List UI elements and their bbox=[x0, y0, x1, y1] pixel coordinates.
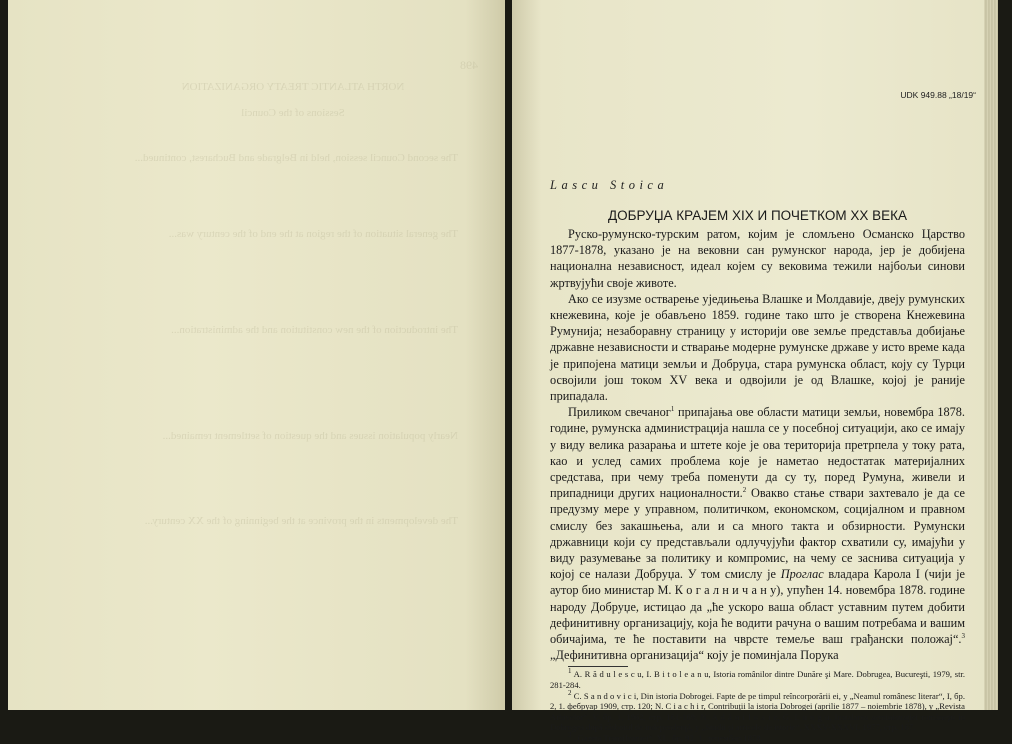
footnote: $^3$ „Gazeta Transilvaniei“, XL, бр. 92, 1. децембар 1878. bbox=[568, 731, 763, 744]
article-title: ДОБРУЏА КРАЈЕМ XIX И ПОЧЕТКОМ XX ВЕКА bbox=[608, 208, 907, 223]
footnote: $^1$ A. R ă d u l e s c u, I. B i t o l e a n u, Istoria românilor dintre Dunăre şi Mare. Dobrugea, Bucureşti, 1979, str. 281-284. bbox=[550, 667, 965, 691]
ghost-line: Nearly population issues and the question of settlement remained... bbox=[162, 429, 458, 442]
udk-code: UDK 949.88 „18/19“ bbox=[900, 90, 976, 100]
left-page bbox=[8, 0, 505, 710]
ghost-line: Sessions of the Council bbox=[241, 106, 345, 119]
ghost-line: The general situation of the region at the end of the century was... bbox=[168, 228, 458, 241]
ghost-line: The second Council session, held in Belgrade and Bucharest, continued... bbox=[134, 152, 458, 165]
footnote-ref[interactable]: 2 bbox=[742, 486, 747, 495]
ghost-line: The developments in the province at the beginning of the XX century... bbox=[144, 515, 458, 528]
author-name: Lascu Stoica bbox=[550, 178, 669, 192]
footnote-ref[interactable]: 1 bbox=[670, 405, 675, 414]
footnote-ref[interactable]: 3 bbox=[961, 631, 965, 640]
paragraph: Ако се изузме остварење уједињења Влашке и Молдавије, двеју румунских кнежевина, које је обављено 1859. године тако што је створена Кнежевина Румунија; незаборавну страницу у историји ове земље представља добијање државне независности и стварање модерне румунске државе у исто време када је припојена матици земљи и Добруџа, стара румунска област, коју су Турци освојили још током XV века и одвојили је од Влашке, којој је раније припадала. bbox=[550, 291, 965, 404]
proglas-term: Проглас bbox=[780, 567, 824, 582]
paragraph: Приликом свечаног$^1$ припајања ове области матици земљи, новембра 1878. године, румунска администрација нашла се у посебној ситуацији, ако се имају у виду велика разарања и штете које је ова територија претрпела у току рата, као и услед самих проблема које је наметао недостатак материјалних средстава, при чему треба поменути да су ту, поред Румуна, живели и припадници других националности.$^2$ Овакво стање ствари захтевало је да се предузму мере у управном, политичком, економском, социјалном и правном смислу без закашњења, али и са много такта и обзирности. Румунски државници који су представљали одлучујући фактор схватили су, имајући у виду разумевање за политику и компромис, на чему се заснива ситуација у којој се налази Добруџа. У том смислу је Проглас владара Карола I (чији је аутор био министар М. К о г а л н и ч а н у), упућен 14. новембра 1878. године народу Добруџе, истицао да „ће ускоро ваша област уставним путем добити дефинитивну организацију, која ће водити рачуна о вашим потребама и вашим обичајима, те ће поставити на чврсте темеље ваш грађански положај“.$^3$ „Дефинитивна организација“ коју је поминјала Порука bbox=[550, 405, 966, 663]
paragraph: Руско-румунско-турским ратом, којим је сломљено Османско Царство 1877-1878, указано је на вековни сан румунског народа, јер је добијена национална независност, идеал којем су вековима тежили најбољи синови жртвујући своје животе. bbox=[550, 227, 965, 290]
right-page bbox=[512, 0, 998, 744]
left-page-number: 498 bbox=[460, 58, 478, 72]
footnotes bbox=[550, 669, 965, 743]
ghost-line: The introduction of the new constitution and the administration... bbox=[171, 323, 458, 336]
show-through-text bbox=[128, 58, 478, 530]
article-body bbox=[550, 226, 965, 744]
footnote-divider bbox=[568, 666, 628, 667]
page-edge bbox=[984, 0, 998, 710]
footnote: $^2$ C. S a n d o v i c i, Din istoria Dobrogei. Fapte de pe timpul reîncorporării ei, у „Neamul românesc literar“, I, бр. 2, 1. фебруар 1909, стр. 120; N. C i a c h i r, Contribuţii la istoria Dobrogei (aprilie 1877 – noiembrie 1878), у „Revista Arhivelor“, V, бр. 1, 1962, стр. 161-169; N. A d ă n i l o a i e, G. L u n g u, Instalarea aeministraţiei româneşti în Dobrogea după răsboiul de independenţă, у „Studii şi articole de istorie“, XXXV-XXXVI, 1977, стр. 167. bbox=[550, 688, 965, 733]
ghost-line: NORTH ATLANTIC TREATY ORGANIZATION bbox=[181, 81, 405, 93]
